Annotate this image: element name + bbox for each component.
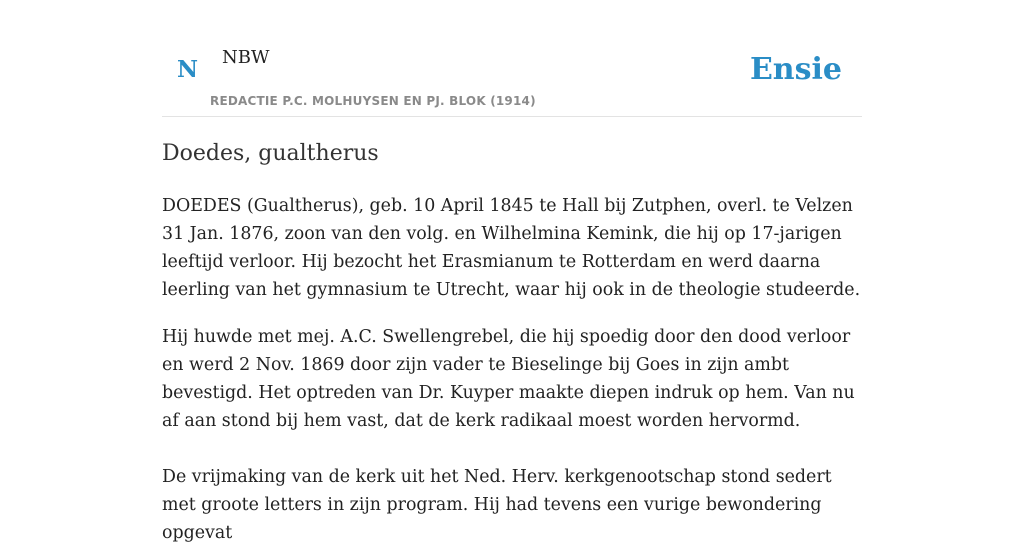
article-paragraph-1: DOEDES (Gualtherus), geb. 10 April 1845 te Hall bij Zutphen, overl. te Velzen 31 Jan. 1876, zoon van den volg. en Wilhelmina Kemink, die hij op 17-jarigen leeftijd verloor. Hij bezocht het Erasmianum te Rotterdam en werd daarna leerling van het gymnasium te Utrecht, waar hij ook in de theologie studeerde. (162, 196, 861, 300)
article-paragraph-2: Hij huwde met mej. A.C. Swellengrebel, die hij spoedig door den dood verloor en werd 2 Nov. 1869 door zijn vader te Bieselinge bij Goes in zijn ambt bevestigd. Het optreden van Dr. Kuyper maakte diepen indruk op hem. Van nu af aan stond bij hem vast, dat de kerk radikaal moest worden hervormd. (162, 327, 855, 431)
page-title: Doedes, gualtherus (162, 141, 379, 166)
source-subtitle: REDACTIE P.C. MOLHUYSEN EN PJ. BLOK (1914) (210, 94, 536, 108)
source-header (162, 0, 862, 117)
article-paragraph-3: De vrijmaking van de kerk uit het Ned. Herv. kerkgenootschap stond sedert met groote letters in zijn program. Hij had tevens een vurige bewondering opgevat (162, 467, 832, 543)
brand-logo[interactable]: Ensie (749, 52, 842, 87)
source-logo[interactable]: N (177, 56, 199, 83)
article-page (162, 0, 862, 543)
source-name[interactable]: NBW (222, 47, 270, 68)
